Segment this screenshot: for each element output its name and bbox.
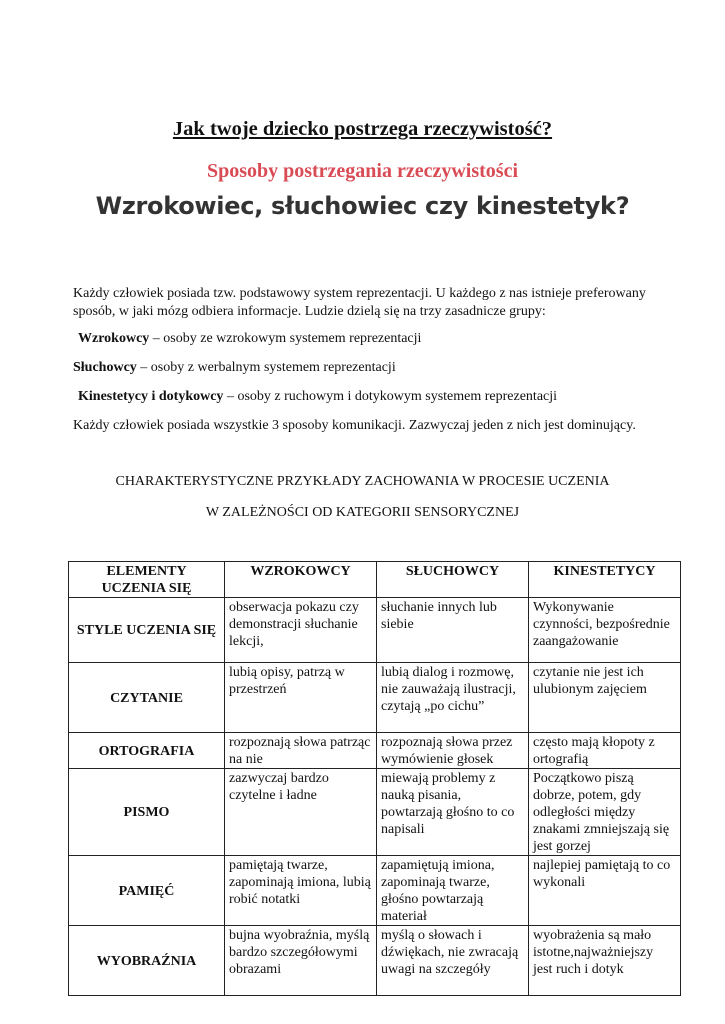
table-cell: słuchanie innych lub siebie — [377, 598, 529, 663]
table-cell: wyobrażenia są mało istotne,najważniejszy jest ruch i dotyk — [529, 926, 681, 996]
group-desc: – osoby z ruchowym i dotykowym systemem reprezentacji — [223, 389, 558, 404]
table-cell: lubią dialog i rozmowę, nie zauważają ilustracji, czytają „po cichu” — [377, 663, 529, 733]
column-header: ELEMENTY UCZENIA SIĘ — [69, 562, 225, 598]
group-desc: – osoby z werbalnym systemem reprezentacji — [136, 360, 396, 375]
row-header: WYOBRAŹNIA — [69, 926, 225, 996]
table-cell: Początkowo piszą dobrze, potem, gdy odległości między znakami zmniejszają się jest gorzej — [529, 769, 681, 856]
table-cell: rozpoznają słowa przez wymówienie głosek — [377, 733, 529, 769]
row-header: ORTOGRAFIA — [69, 733, 225, 769]
group-visual — [78, 330, 698, 348]
table-row — [69, 733, 681, 769]
table-cell: czytanie nie jest ich ulubionym zajęciem — [529, 663, 681, 733]
group-desc: – osoby ze wzrokowym systemem reprezentacji — [149, 331, 422, 346]
question-heading: Wzrokowiec, słuchowiec czy kinestetyk? — [95, 192, 630, 220]
section-title-line: W ZALEŻNOŚCI OD KATEGORII SENSORYCZNEJ — [205, 505, 520, 520]
intro-paragraph — [73, 285, 683, 321]
table-cell: bujna wyobraźnia, myślą bardzo szczegółowymi obrazami — [225, 926, 377, 996]
group-auditory — [73, 359, 693, 377]
table-cell: myślą o słowach i dźwiękach, nie zwracają uwagi na szczegóły — [377, 926, 529, 996]
row-header: PISMO — [69, 769, 225, 856]
table-row — [69, 598, 681, 663]
summary-text: Każdy człowiek posiada wszystkie 3 sposoby komunikacji. Zazwyczaj jeden z nich jest dominujący. — [73, 418, 636, 433]
row-header: CZYTANIE — [69, 663, 225, 733]
group-term: Słuchowcy — [73, 360, 137, 375]
table-cell: pamiętają twarze, zapominają imiona, lubią robić notatki — [225, 856, 377, 926]
group-kinesthetic — [78, 388, 698, 406]
table-cell: najlepiej pamiętają to co wykonali — [529, 856, 681, 926]
intro-line: Każdy człowiek posiada tzw. podstawowy system reprezentacji. U każdego z nas istnieje preferowany — [73, 286, 646, 301]
table-row — [69, 856, 681, 926]
section-title-line: CHARAKTERYSTYCZNE PRZYKŁADY ZACHOWANIA W PROCESIE UCZENIA — [115, 474, 610, 489]
group-term: Wzrokowcy — [78, 331, 150, 346]
table-cell: lubią opisy, patrzą w przestrzeń — [225, 663, 377, 733]
table-row — [69, 769, 681, 856]
column-header: SŁUCHOWCY — [377, 562, 529, 598]
table-cell: zapamiętują imiona, zapominają twarze, głośno powtarzają materiał — [377, 856, 529, 926]
table-cell: Wykonywanie czynności, bezpośrednie zaangażowanie — [529, 598, 681, 663]
subtitle: Sposoby postrzegania rzeczywistości — [206, 160, 519, 182]
table-cell: miewają problemy z nauką pisania, powtarzają głośno to co napisali — [377, 769, 529, 856]
table-header-row — [69, 562, 681, 598]
learning-styles-table — [68, 561, 681, 996]
intro-line: sposób, w jaki mózg odbiera informacje. Ludzie dzielą się na trzy zasadnicze grupy: — [73, 304, 546, 319]
page-title: Jak twoje dziecko postrzega rzeczywistość? — [172, 118, 553, 140]
table-cell: obserwacja pokazu czy demonstracji słuchanie lekcji, — [225, 598, 377, 663]
row-header: PAMIĘĆ — [69, 856, 225, 926]
column-header: KINESTETYCY — [529, 562, 681, 598]
table-cell: rozpoznają słowa patrząc na nie — [225, 733, 377, 769]
row-header: STYLE UCZENIA SIĘ — [69, 598, 225, 663]
column-header: WZROKOWCY — [225, 562, 377, 598]
table-row — [69, 926, 681, 996]
group-term: Kinestetycy i dotykowcy — [78, 389, 224, 404]
table-cell: zazwyczaj bardzo czytelne i ładne — [225, 769, 377, 856]
table-row — [69, 663, 681, 733]
table-cell: często mają kłopoty z ortografią — [529, 733, 681, 769]
